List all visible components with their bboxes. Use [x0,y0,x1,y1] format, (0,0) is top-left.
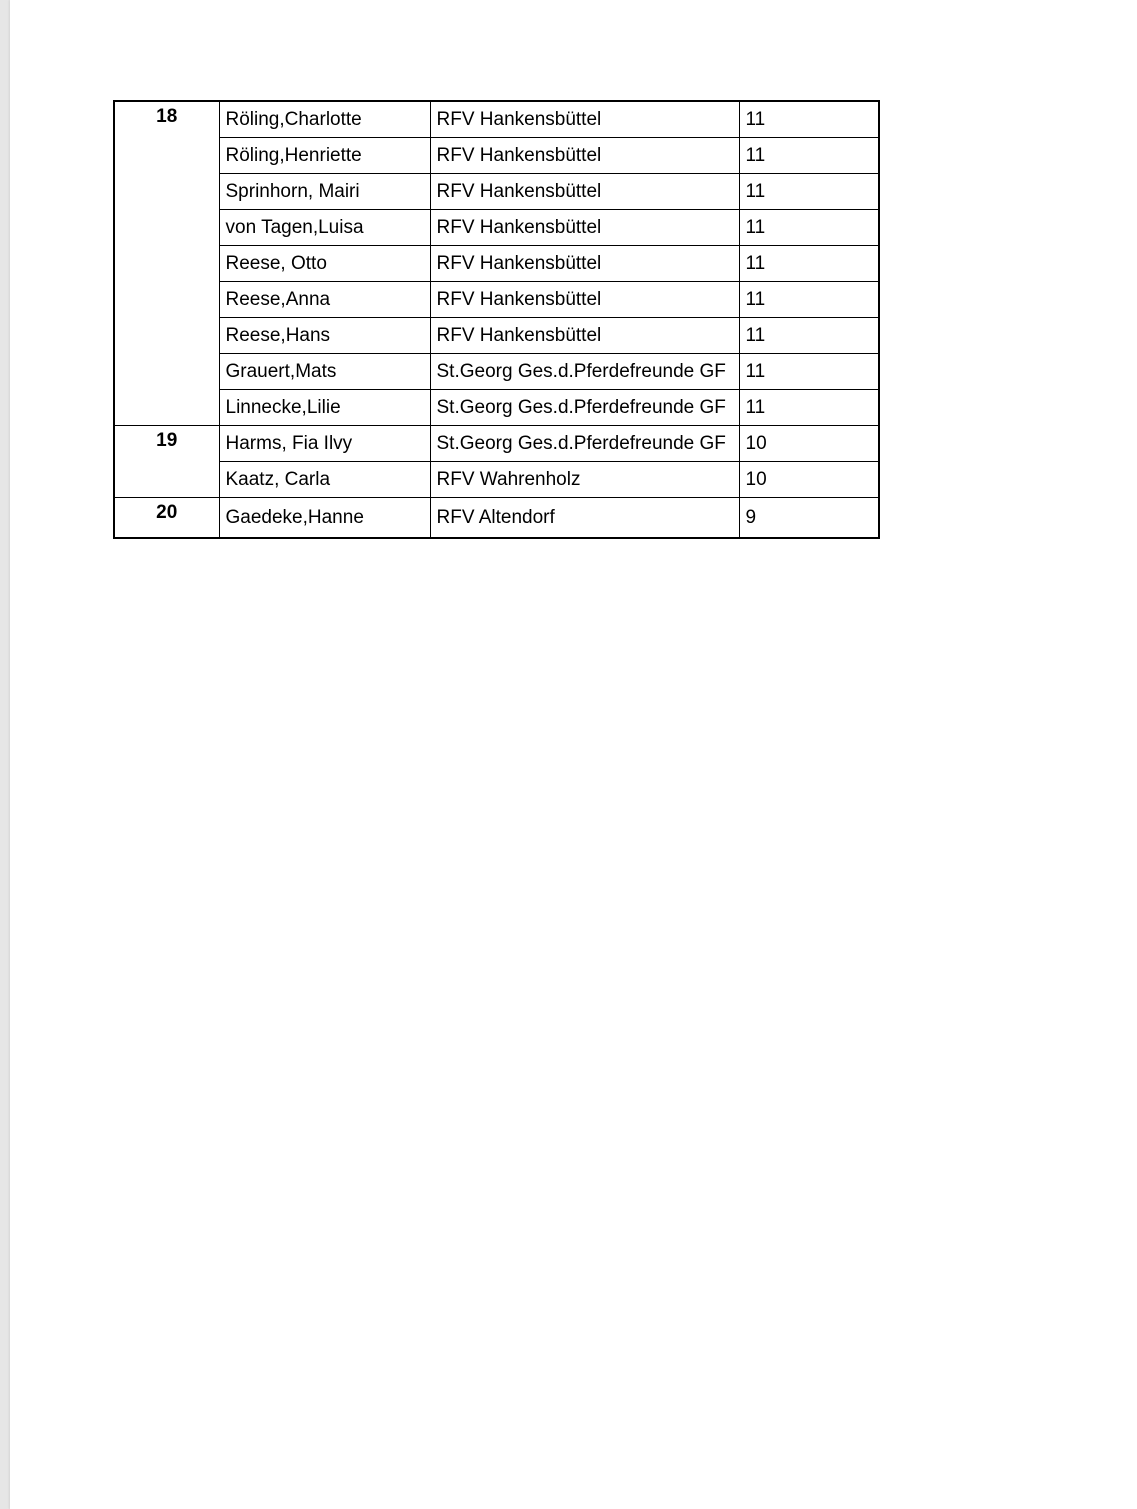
rider-name-cell: Röling,Henriette [219,138,430,174]
score-cell: 11 [739,138,879,174]
table-row [114,246,879,282]
rider-name-cell: von Tagen,Luisa [219,210,430,246]
document-page [10,0,1137,1509]
score-cell: 10 [739,462,879,498]
club-cell: RFV Hankensbüttel [430,282,739,318]
score-cell: 11 [739,390,879,426]
table-row [114,318,879,354]
club-cell: St.Georg Ges.d.Pferdefreunde GF [430,426,739,462]
table-row [114,282,879,318]
table-row [114,174,879,210]
score-cell: 11 [739,174,879,210]
club-cell: RFV Hankensbüttel [430,246,739,282]
rider-name-cell: Reese,Anna [219,282,430,318]
results-table [113,100,880,539]
table-row [114,462,879,498]
rider-name-cell: Reese, Otto [219,246,430,282]
club-cell: RFV Altendorf [430,498,739,539]
club-cell: RFV Hankensbüttel [430,174,739,210]
rider-name-cell: Kaatz, Carla [219,462,430,498]
table-row [114,426,879,462]
score-cell: 11 [739,354,879,390]
rider-name-cell: Sprinhorn, Mairi [219,174,430,210]
club-cell: RFV Hankensbüttel [430,101,739,138]
rider-name-cell: Röling,Charlotte [219,101,430,138]
placement-cell: 19 [114,426,219,498]
results-table-body [114,101,879,538]
rider-name-cell: Gaedeke,Hanne [219,498,430,539]
table-row [114,101,879,138]
rider-name-cell: Linnecke,Lilie [219,390,430,426]
score-cell: 10 [739,426,879,462]
score-cell: 11 [739,210,879,246]
score-cell: 9 [739,498,879,539]
score-cell: 11 [739,318,879,354]
rider-name-cell: Grauert,Mats [219,354,430,390]
table-row [114,210,879,246]
club-cell: RFV Wahrenholz [430,462,739,498]
score-cell: 11 [739,246,879,282]
club-cell: RFV Hankensbüttel [430,210,739,246]
score-cell: 11 [739,282,879,318]
table-row [114,138,879,174]
score-cell: 11 [739,101,879,138]
table-row [114,354,879,390]
club-cell: St.Georg Ges.d.Pferdefreunde GF [430,390,739,426]
rider-name-cell: Harms, Fia Ilvy [219,426,430,462]
table-row [114,498,879,539]
table-row [114,390,879,426]
placement-cell: 20 [114,498,219,539]
club-cell: RFV Hankensbüttel [430,138,739,174]
rider-name-cell: Reese,Hans [219,318,430,354]
club-cell: RFV Hankensbüttel [430,318,739,354]
club-cell: St.Georg Ges.d.Pferdefreunde GF [430,354,739,390]
placement-cell: 18 [114,101,219,426]
